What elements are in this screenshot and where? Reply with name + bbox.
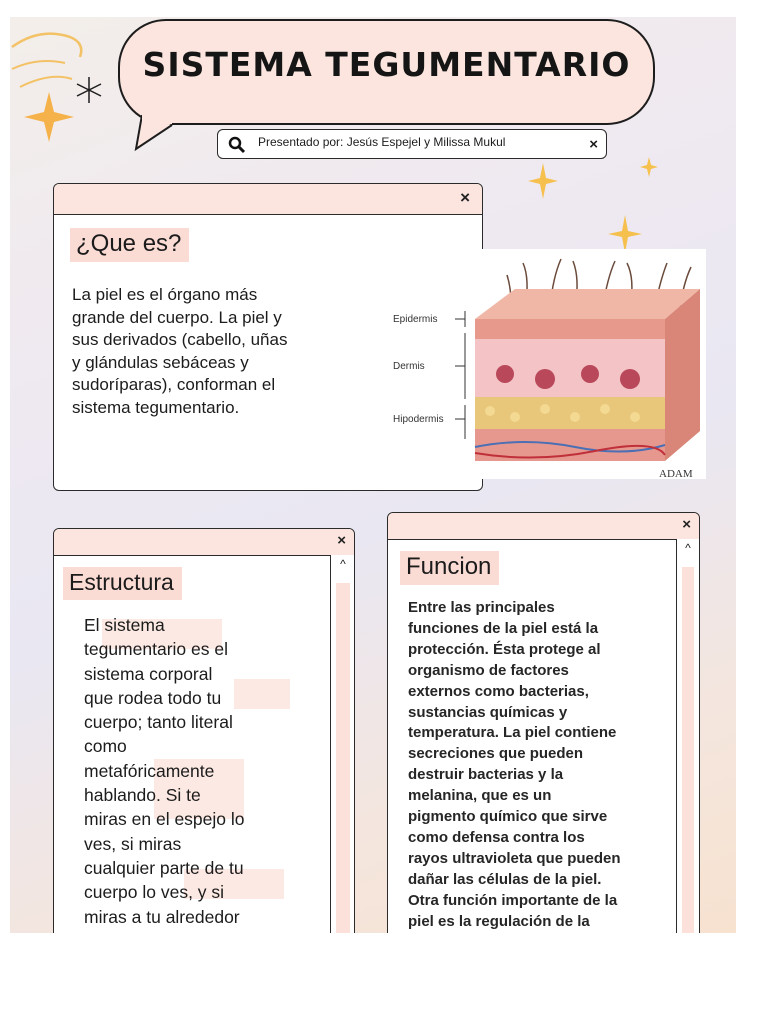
search-input[interactable]: Presentado por: Jesús Espejel y Milissa Mukul — [258, 135, 506, 149]
scrollbar-track[interactable] — [336, 583, 350, 933]
window-titlebar — [388, 513, 699, 540]
close-icon[interactable]: × — [337, 532, 346, 549]
label-dermis: Dermis — [393, 361, 425, 372]
skin-diagram — [375, 249, 706, 479]
bubble-tail — [132, 115, 192, 155]
close-icon[interactable]: × — [589, 136, 598, 153]
scroll-up-icon[interactable]: ^ — [685, 541, 691, 555]
scrollbar[interactable] — [330, 555, 355, 933]
sparkle-icon — [528, 163, 558, 199]
close-icon[interactable]: × — [682, 516, 691, 533]
sparkle-icon — [608, 215, 642, 253]
sparkle-icon — [640, 157, 658, 177]
close-icon[interactable]: × — [460, 188, 470, 207]
scroll-up-icon[interactable]: ^ — [340, 557, 346, 571]
window-titlebar — [54, 529, 354, 556]
section-body: El sistema tegumentario es el sistema corporal que rodea todo tu cuerpo; tanto literal como metafóricamente hablando. Si te miras en el espejo lo ves, si miras cualquier parte de tu cuerpo lo ves, y si miras a tu alrededor — [84, 615, 245, 927]
asterisk-icon — [74, 75, 104, 105]
section-heading: Estructura — [63, 567, 182, 600]
label-hipodermis: Hipodermis — [393, 414, 444, 425]
poster — [10, 17, 736, 933]
funcion-window — [387, 512, 700, 933]
section-heading: ¿Que es? — [70, 228, 189, 262]
skin-illustration — [375, 249, 706, 479]
section-heading: Funcion — [400, 551, 499, 585]
search-bar[interactable] — [217, 129, 607, 159]
scrollbar-track[interactable] — [682, 567, 694, 933]
section-body: Entre las principales funciones de la piel está la protección. Ésta protege al organismo de factores externos como bacterias, sustancias químicas y temperatura. La piel contiene secreciones que pueden destruir bacterias y la melanina, que es un pigmento químico que sirve como defensa contra los rayos ultravioleta que pueden dañar las células de la piel. Otra función importante de la piel es la regulación de la — [408, 599, 621, 930]
credit-label: ADAM — [659, 468, 693, 479]
sparkle-icon — [24, 92, 74, 142]
estructura-window — [53, 528, 355, 933]
window-titlebar — [54, 184, 482, 215]
title-bubble — [118, 19, 655, 125]
label-epidermis: Epidermis — [393, 314, 438, 325]
page-title: SISTEMA TEGUMENTARIO — [142, 45, 631, 84]
search-icon[interactable] — [228, 136, 246, 154]
section-body: La piel es el órgano más grande del cuerpo. La piel y sus derivados (cabello, uñas y glándulas sebáceas y sudoríparas), conforman el sistema tegumentario. — [72, 285, 288, 417]
scrollbar[interactable] — [676, 539, 699, 933]
